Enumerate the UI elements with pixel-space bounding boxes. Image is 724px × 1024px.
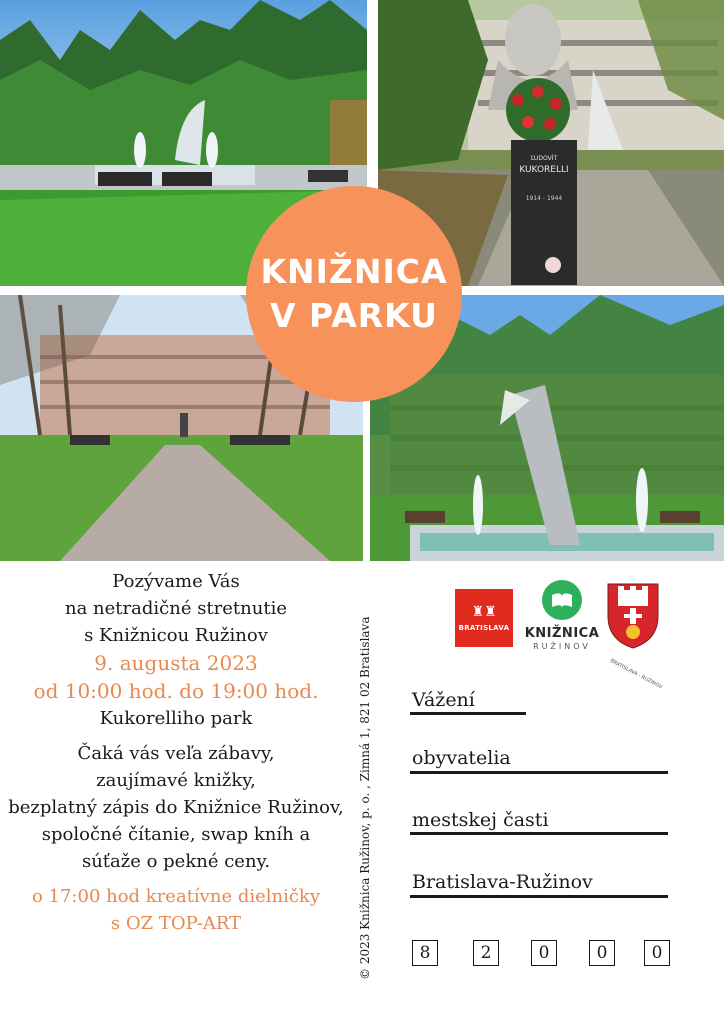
castle-icon: ♜♜	[471, 604, 497, 620]
kniznica-logo-text: KNIŽNICA	[524, 626, 600, 641]
book-icon	[542, 580, 582, 620]
zip-digit-2: 2	[473, 940, 499, 966]
invite-line-1: Pozývame Vás	[112, 571, 240, 592]
event-date: 9. augusta 2023	[94, 651, 258, 675]
zip-digit-1: 8	[412, 940, 438, 966]
address-underline-2	[410, 771, 668, 774]
invite-line-2: na netradičné stretnutie	[65, 598, 287, 619]
monument-first-name: ĽUDOVÍT	[530, 155, 558, 162]
invitation-text	[0, 568, 352, 937]
title-line-2: V PARKU	[270, 296, 438, 335]
address-line-2: obyvatelia	[412, 747, 511, 769]
title-line-1: KNIŽNICA	[260, 252, 448, 291]
zip-digit-4: 0	[589, 940, 615, 966]
address-underline-4	[410, 895, 668, 898]
crest-caption: BRATISLAVA - RUŽINOV	[609, 658, 664, 691]
invite-line-3: s Knižnicou Ružinov	[84, 625, 268, 646]
fun-line-4: spoločné čítanie, swap kníh a	[41, 824, 311, 845]
address-line-3: mestskej časti	[412, 809, 549, 831]
workshop-line-1: o 17:00 hod kreatívne dielničky	[31, 886, 321, 907]
ruzinov-logo-text: RUŽINOV	[533, 642, 591, 651]
fun-line-1: Čaká vás veľa zábavy,	[77, 743, 275, 764]
title-badge	[246, 186, 462, 402]
fun-line-5: súťaže o pekné ceny.	[81, 851, 271, 872]
ruzinov-crest	[604, 580, 662, 650]
address-underline-1	[410, 712, 526, 715]
fun-line-3: bezplatný zápis do Knižnice Ružinov,	[8, 797, 344, 818]
monument-surname: KUKORELLI	[519, 165, 569, 175]
copyright-vertical: © 2023 Knižnica Ružinov, p. o. , Zimná 1, 821 02 Bratislava	[358, 616, 372, 980]
kniznica-ruzinov-logo	[524, 580, 600, 651]
address-underline-3	[410, 832, 668, 835]
event-place: Kukorelliho park	[99, 708, 253, 729]
address-line-1: Vážení	[412, 689, 475, 711]
zip-digit-3: 0	[531, 940, 557, 966]
bratislava-logo-text: BRATISLAVA	[458, 624, 510, 632]
bratislava-logo	[455, 589, 513, 647]
zip-digit-5: 0	[644, 940, 670, 966]
address-line-4: Bratislava-Ružinov	[412, 871, 593, 893]
event-time: od 10:00 hod. do 19:00 hod.	[33, 679, 319, 703]
monument-years: 1914 - 1944	[525, 195, 563, 202]
workshop-line-2: s OZ TOP-ART	[110, 913, 242, 934]
fun-line-2: zaujímavé knižky,	[96, 770, 256, 791]
